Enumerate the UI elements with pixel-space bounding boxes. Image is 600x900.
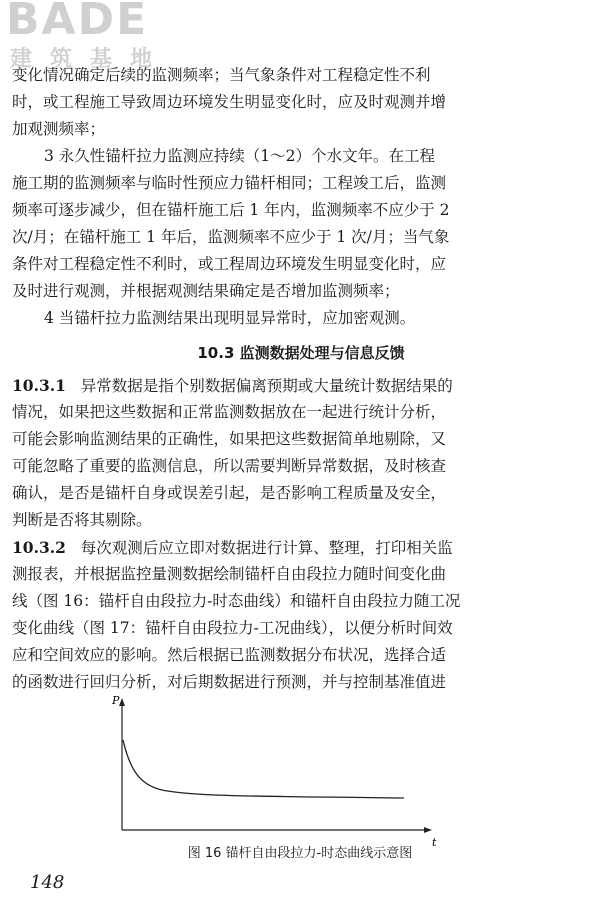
- clause-line: 测报表，并根据监控量测数据绘制锚杆自由段拉力随时间变化曲: [12, 565, 447, 583]
- tension-curve: [123, 740, 404, 798]
- clause-line: 应和空间效应的影响。然后根据已监测数据分布状况，选择合适: [12, 646, 447, 664]
- clause-text: 异常数据是指个别数据偏离预期或大量统计数据结果的: [80, 377, 453, 395]
- clause-line: 可能忽略了重要的监测信息，所以需要判断异常数据，及时核查: [12, 457, 447, 475]
- y-axis-label: P: [112, 694, 120, 707]
- clause-line: [12, 534, 590, 561]
- paragraph-line: 4 当锚杆拉力监测结果出现明显异常时，应加密观测。: [44, 309, 416, 327]
- paragraph-line: 施工期的监测频率与临时性预应力锚杆相同；工程竣工后，监测: [12, 174, 447, 192]
- paragraph-line: 频率可逐步减少，但在锚杆施工后 1 年内，监测频率不应少于 2: [12, 201, 450, 219]
- paragraph-line: 变化情况确定后续的监测频率；当气象条件对工程稳定性不利: [12, 66, 431, 84]
- paragraph-line: 次/月；在锚杆施工 1 年后，监测频率不应少于 1 次/月；当气象: [12, 228, 450, 246]
- clause-line: 变化曲线（图 17：锚杆自由段拉力-工况曲线），以便分析时间效: [12, 619, 453, 637]
- paragraph-line: 时，或工程施工导致周边环境发生明显变化时，应及时观测并增: [12, 93, 447, 111]
- clause-number: 10.3.2: [12, 538, 66, 557]
- clause-line: 的函数进行回归分析，对后期数据进行预测，并与控制基准值进: [12, 673, 447, 691]
- paragraph-line: 3 永久性锚杆拉力监测应持续（1～2）个水文年。在工程: [44, 147, 436, 165]
- body-text: [12, 62, 590, 696]
- clause-text: 每次观测后应立即对数据进行计算、整理，打印相关监: [80, 539, 453, 557]
- x-axis-label: t: [432, 836, 437, 849]
- clause-number: 10.3.1: [12, 376, 66, 395]
- clause-line: 可能会影响监测结果的正确性，如果把这些数据简单地剔除，又: [12, 430, 447, 448]
- clause-line: 情况，如果把这些数据和正常监测数据放在一起进行统计分析，: [12, 403, 447, 421]
- clause-line: 判断是否将其剔除。: [12, 511, 152, 529]
- paragraph-line: 及时进行观测，并根据观测结果确定是否增加监测频率；: [12, 282, 400, 300]
- paragraph-line: 加观测频率；: [12, 120, 106, 138]
- clause-line: [12, 372, 590, 399]
- section-heading: 10.3 监测数据处理与信息反馈: [197, 344, 405, 362]
- watermark-subtitle: 建筑基地: [10, 47, 171, 72]
- clause-line: 确认，是否是锚杆自身或误差引起，是否影响工程质量及安全，: [12, 484, 447, 502]
- figure-caption: 图 16 锚杆自由段拉力-时态曲线示意图: [187, 846, 413, 861]
- page-number: 148: [30, 872, 65, 893]
- y-axis-arrow: [119, 698, 125, 706]
- x-axis-arrow: [424, 827, 432, 833]
- paragraph-line: 条件对工程稳定性不利时，或工程周边环境发生明显变化时，应: [12, 255, 447, 273]
- watermark-logo: BADE: [6, 0, 149, 45]
- clause-line: 线（图 16：锚杆自由段拉力-时态曲线）和锚杆自由段拉力随工况: [12, 592, 461, 610]
